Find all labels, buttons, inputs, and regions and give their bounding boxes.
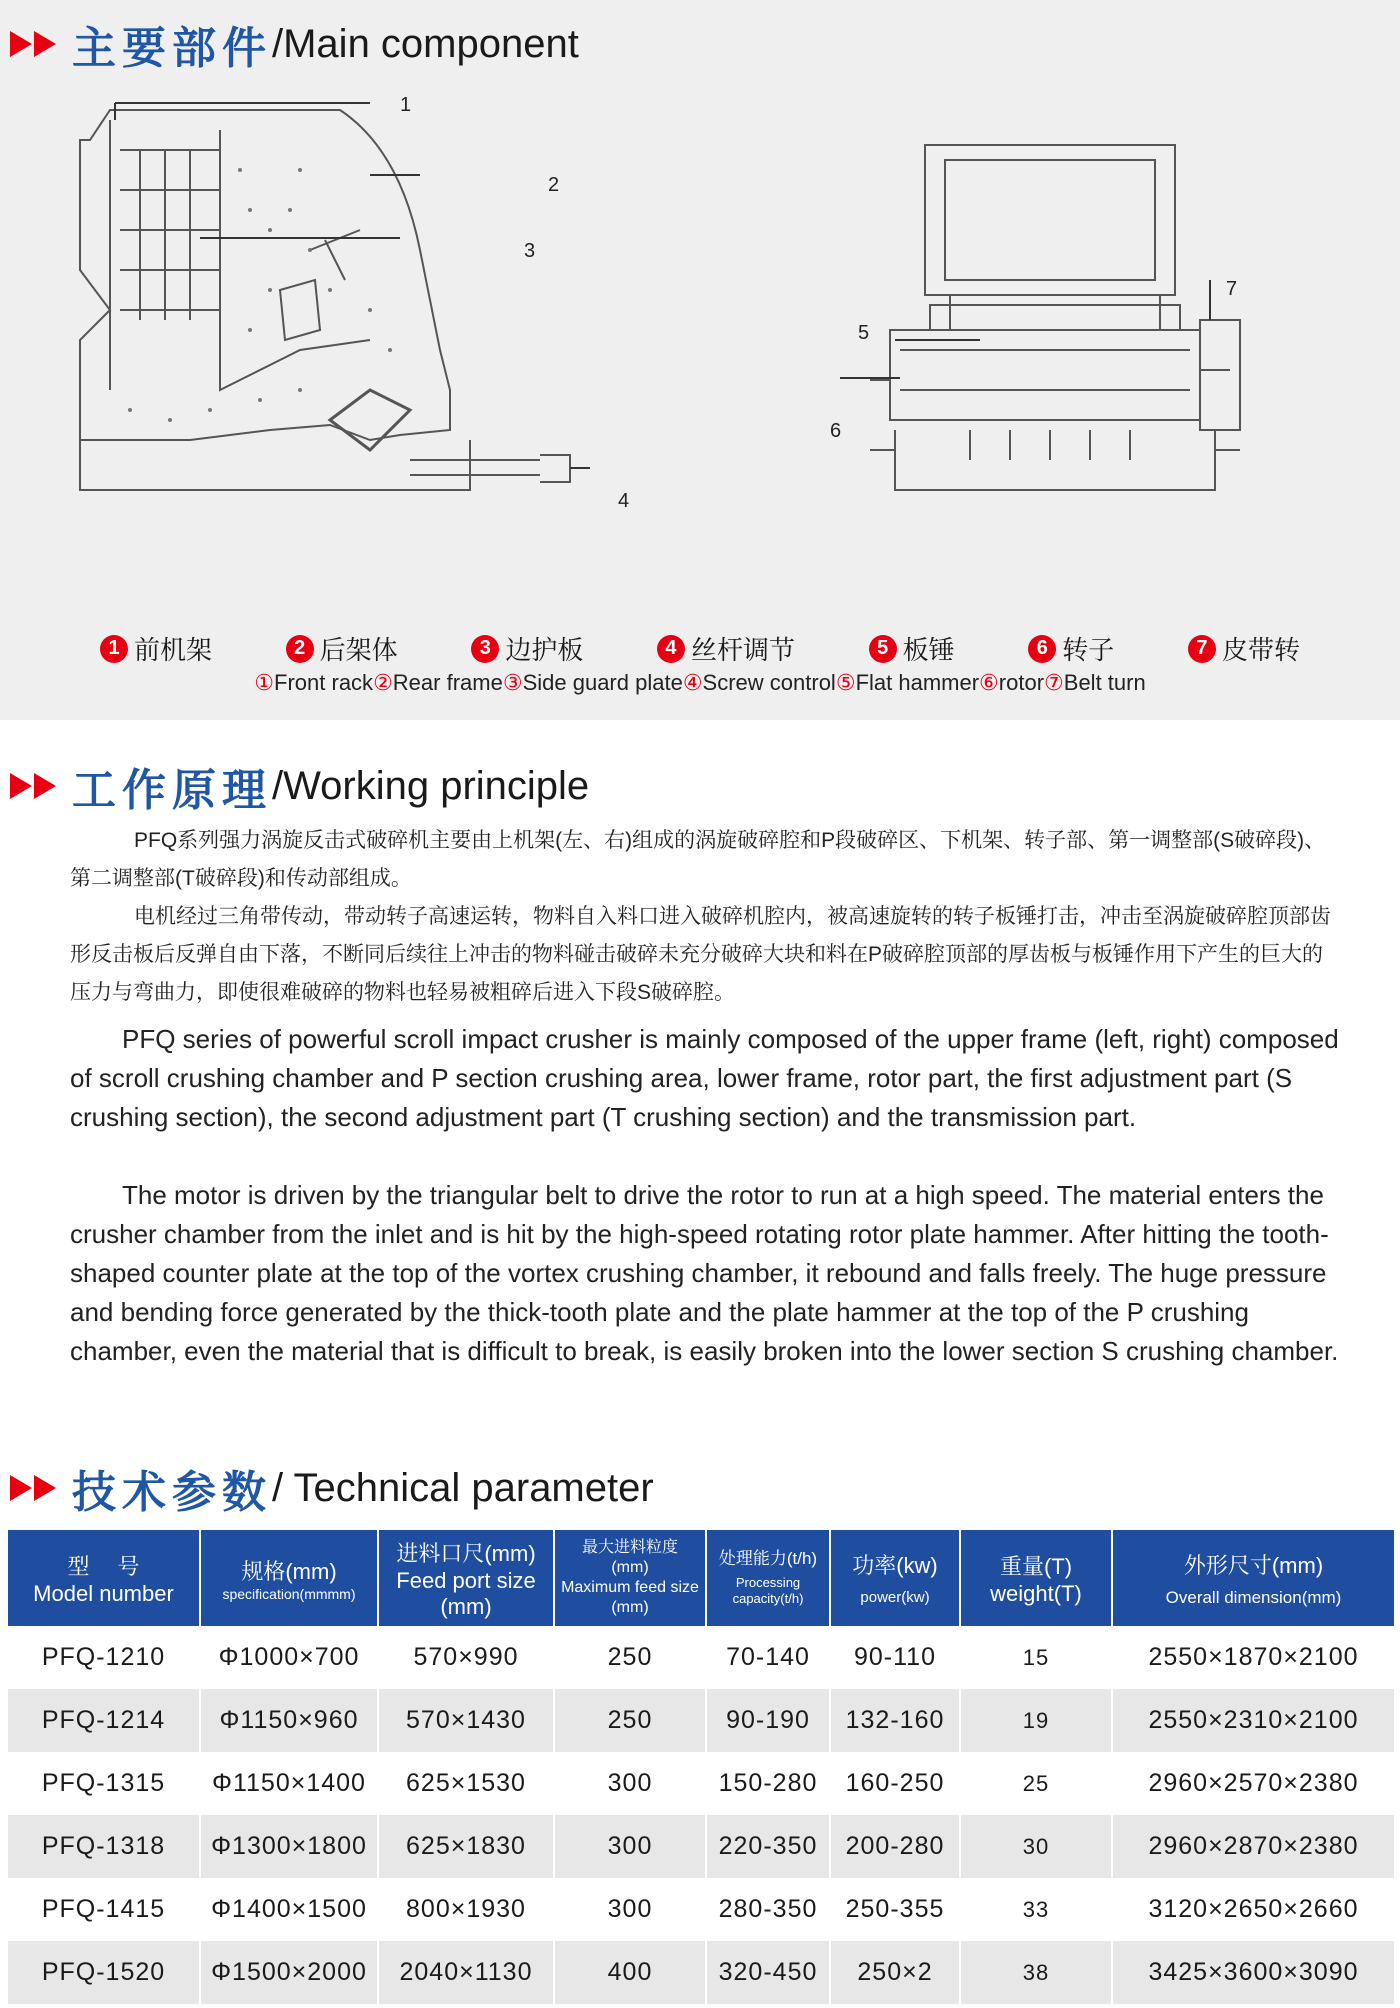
- cell-dimension: 2960×2870×2380: [1112, 1815, 1394, 1878]
- cell-maxfeed: 300: [554, 1815, 706, 1878]
- legend-item: [1188, 630, 1300, 667]
- cell-model: PFQ-1210: [8, 1626, 200, 1689]
- table-header-row: [8, 1530, 1394, 1626]
- section-title-en: /Main component: [272, 21, 579, 66]
- legend-label: 转子: [1062, 635, 1115, 665]
- principle-paragraph-cn: PFQ系列强力涡旋反击式破碎机主要由上机架(左、右)组成的涡旋破碎腔和P段破碎区、下机架、转子部、第一调整部(S破碎段)、第二调整部(T破碎段)和传动部组成。: [70, 829, 1326, 890]
- cell-weight: 19: [960, 1689, 1112, 1752]
- legend-label: 前机架: [134, 635, 213, 665]
- legend-label-en: Screw control: [702, 670, 836, 695]
- double-arrow-icon: [10, 773, 58, 799]
- legend-item: [657, 630, 795, 667]
- cell-feed: 625×1830: [378, 1815, 554, 1878]
- cell-dimension: 2960×2570×2380: [1112, 1752, 1394, 1815]
- table-row: [8, 1752, 1394, 1815]
- cell-power: 90-110: [830, 1626, 960, 1689]
- cell-model: PFQ-1415: [8, 1878, 200, 1941]
- cell-spec: Φ1500×2000: [200, 1941, 378, 2004]
- cell-weight: 25: [960, 1752, 1112, 1815]
- cell-maxfeed: 400: [554, 1941, 706, 2004]
- cell-maxfeed: 300: [554, 1752, 706, 1815]
- double-arrow-icon: [10, 1475, 58, 1501]
- circled-number: ④: [682, 670, 703, 695]
- number-badge: 3: [471, 635, 499, 663]
- cell-feed: 2040×1130: [378, 1941, 554, 2004]
- legend-label: 丝杆调节: [690, 635, 795, 665]
- table-row: [8, 1815, 1394, 1878]
- cell-capacity: 280-350: [706, 1878, 830, 1941]
- principle-paragraph-en: PFQ series of powerful scroll impact crusher is mainly composed of the upper frame (left, right) composed of scroll crushing chamber and P section crushing area, lower frame, rotor part, the first adjustment part (S crushing section), the second adjustment part (T crushing section) and the transmission part.: [70, 1024, 1339, 1132]
- legend-label-en: Flat hammer: [855, 670, 980, 695]
- cell-capacity: 320-450: [706, 1941, 830, 2004]
- legend-item: [471, 630, 583, 667]
- cell-dimension: 3120×2650×2660: [1112, 1878, 1394, 1941]
- section-header-principle: [10, 754, 589, 818]
- legend-label: 后架体: [319, 635, 398, 665]
- number-badge: 6: [1028, 635, 1056, 663]
- section-title-cn: 主要部件: [72, 23, 272, 74]
- column-header-dimension: 外形尺寸(mm) Overall dimension(mm): [1112, 1530, 1394, 1626]
- number-badge: 2: [286, 635, 314, 663]
- cell-capacity: 90-190: [706, 1689, 830, 1752]
- principle-paragraph-cn: 电机经过三角带传动，带动转子高速运转，物料自入料口进入破碎机腔内，被高速旋转的转子板锤打击，冲击至涡旋破碎腔顶部齿形反击板后反弹自由下落，不断同后续往上冲击的物料碰击破碎未充分破碎大块和料在P破碎腔顶部的厚齿板与板锤作用下产生的巨大的压力与弯曲力，即使很难破碎的物料也轻易被粗碎后进入下段S破碎腔。: [70, 905, 1331, 1004]
- column-header-feed: 进料口尺(mm) Feed port size (mm): [378, 1530, 554, 1626]
- legend-item: [1028, 630, 1114, 667]
- table-row: [8, 1689, 1394, 1752]
- callout-label: 4: [618, 490, 630, 512]
- legend-label: 皮带转: [1221, 635, 1300, 665]
- cell-model: PFQ-1315: [8, 1752, 200, 1815]
- cell-spec: Φ1150×1400: [200, 1752, 378, 1815]
- cell-power: 200-280: [830, 1815, 960, 1878]
- section-title-cn: 工作原理: [72, 765, 272, 816]
- cell-power: 250-355: [830, 1878, 960, 1941]
- cell-model: PFQ-1318: [8, 1815, 200, 1878]
- section-header-params: [10, 1456, 654, 1520]
- cell-weight: 30: [960, 1815, 1112, 1878]
- circled-number: ②: [373, 670, 393, 695]
- principle-paragraph-en: The motor is driven by the triangular belt to drive the rotor to run at a high speed. The material enters the crusher chamber from the inlet and is hit by the high-speed rotating rotor plate hammer. After hitting the tooth-shaped counter plate at the top of the vortex crushing chamber, it rebound and falls freely. The huge pressure and bending force generated by the thick-tooth plate and the plate hammer at the top of the P crushing chamber, even the material that is difficult to break, is easily broken into the lower section S crushing chamber.: [70, 1180, 1339, 1366]
- cell-capacity: 70-140: [706, 1626, 830, 1689]
- section-title-en: /Working principle: [272, 763, 590, 808]
- number-badge: 5: [869, 635, 897, 663]
- cell-weight: 33: [960, 1878, 1112, 1941]
- cell-feed: 570×1430: [378, 1689, 554, 1752]
- table-row: [8, 1878, 1394, 1941]
- legend-label-en: Side guard plate: [522, 670, 683, 695]
- callout-label: 1: [400, 94, 412, 116]
- legend-item: [100, 630, 212, 667]
- cell-power: 160-250: [830, 1752, 960, 1815]
- number-badge: 7: [1188, 635, 1216, 663]
- callout-label: 5: [858, 322, 870, 344]
- component-legend-cn: [100, 630, 1300, 667]
- cell-model: PFQ-1214: [8, 1689, 200, 1752]
- legend-label-en: Rear frame: [392, 670, 503, 695]
- circled-number: ⑦: [1044, 670, 1064, 695]
- cell-dimension: 2550×1870×2100: [1112, 1626, 1394, 1689]
- callout-label: 2: [548, 174, 560, 196]
- column-header-maxfeed: 最大进料粒度 (mm) Maximum feed size (mm): [554, 1530, 706, 1626]
- cell-spec: Φ1150×960: [200, 1689, 378, 1752]
- cell-dimension: 2550×2310×2100: [1112, 1689, 1394, 1752]
- cell-spec: Φ1400×1500: [200, 1878, 378, 1941]
- callout-label: 3: [524, 240, 536, 262]
- cell-power: 250×2: [830, 1941, 960, 2004]
- legend-item: [286, 630, 398, 667]
- legend-label: 边护板: [505, 635, 584, 665]
- column-header-weight: 重量(T) weight(T): [960, 1530, 1112, 1626]
- cell-spec: Φ1000×700: [200, 1626, 378, 1689]
- legend-label-en: Front rack: [274, 670, 374, 695]
- number-badge: 4: [657, 635, 685, 663]
- crusher-front-view-diagram: [830, 130, 1280, 510]
- column-header-power: 功率(kw) power(kw): [830, 1530, 960, 1626]
- column-header-capacity: 处理能力(t/h) Processing capacity(t/h): [706, 1530, 830, 1626]
- crusher-side-view-diagram: [70, 90, 630, 530]
- column-header-spec: 规格(mm) specification(mmmm): [200, 1530, 378, 1626]
- callout-label: 7: [1226, 278, 1238, 300]
- legend-item: [869, 630, 955, 667]
- section-title-en: / Technical parameter: [272, 1465, 654, 1510]
- cell-capacity: 220-350: [706, 1815, 830, 1878]
- component-legend-en: [0, 670, 1400, 696]
- cell-dimension: 3425×3600×3090: [1112, 1941, 1394, 2004]
- cell-spec: Φ1300×1800: [200, 1815, 378, 1878]
- cell-maxfeed: 250: [554, 1626, 706, 1689]
- section-header-components: [10, 12, 579, 76]
- cell-model: PFQ-1520: [8, 1941, 200, 2004]
- cell-maxfeed: 300: [554, 1878, 706, 1941]
- cell-feed: 570×990: [378, 1626, 554, 1689]
- cell-maxfeed: 250: [554, 1689, 706, 1752]
- circled-number: ①: [254, 670, 275, 695]
- cell-feed: 625×1530: [378, 1752, 554, 1815]
- number-badge: 1: [100, 635, 128, 663]
- table-row: [8, 1941, 1394, 2004]
- section-title-cn: 技术参数: [72, 1467, 272, 1518]
- cell-feed: 800×1930: [378, 1878, 554, 1941]
- callout-label: 6: [830, 420, 842, 442]
- column-header-model: 型 号 Model number: [8, 1530, 200, 1626]
- legend-label: 板锤: [902, 635, 955, 665]
- cell-capacity: 150-280: [706, 1752, 830, 1815]
- cell-power: 132-160: [830, 1689, 960, 1752]
- table-row: [8, 1626, 1394, 1689]
- technical-parameter-table: [8, 1530, 1394, 2004]
- cell-weight: 15: [960, 1626, 1112, 1689]
- circled-number: ③: [502, 670, 523, 695]
- legend-label-en: rotor: [998, 670, 1045, 695]
- circled-number: ⑥: [979, 670, 999, 695]
- circled-number: ⑤: [835, 670, 856, 695]
- cell-weight: 38: [960, 1941, 1112, 2004]
- legend-label-en: Belt turn: [1063, 670, 1146, 695]
- double-arrow-icon: [10, 31, 58, 57]
